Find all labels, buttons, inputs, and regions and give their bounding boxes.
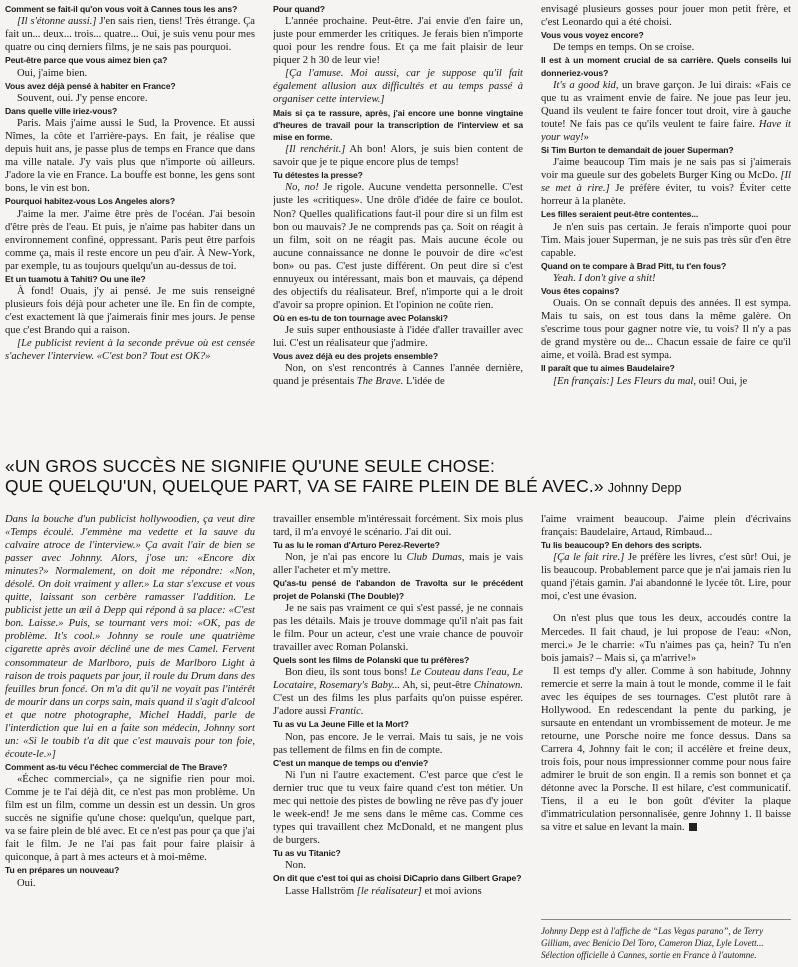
pull-quote-line-2-text: QUE QUELQU'UN, QUELQUE PART, VA SE FAIRE PLEIN DE BLÉ AVEC.» — [5, 476, 604, 496]
answer-paragraph — [5, 117, 255, 195]
interview-question: Il est à un moment crucial de sa carrière. Quels conseils lui donneriez-vous? — [541, 55, 791, 78]
text-run: Lasse Hallström — [285, 885, 357, 897]
answer-paragraph — [273, 143, 523, 169]
interview-question: Vous avez déjà eu des projets ensemble? — [273, 351, 439, 362]
paragraph-text: De temps en temps. On se croise. — [553, 42, 695, 54]
text-run: C'est un des films les plus parfaits qu'on puisse espérer. J'adore aussi — [273, 693, 523, 718]
answer-paragraph — [5, 67, 255, 80]
text-run: Non, je n'ai pas encore lu — [285, 552, 407, 564]
paragraph-text: Souvent, oui. J'y pense encore. — [17, 92, 148, 104]
text-run: J'aime beaucoup Tim mais je ne sais pas si j'aimerais voir ma gueule sur des gobelets Burger King ou McDo. — [541, 157, 791, 182]
italic-text: Have it your way! — [541, 118, 791, 143]
answer-paragraph — [273, 67, 523, 106]
column-1 — [5, 3, 255, 447]
column-2 — [273, 3, 523, 447]
answer-paragraph — [541, 3, 791, 29]
paragraph-text: J'aime la mer. J'aime être près de l'océan. J'ai besoin d'être près de l'eau. Et puis, je n'aime pas habiter dans un environnement confiné, oppressant. Paris peut être parfois comme ça, mais il reste encore un peu d'air. À New-York, par exemple, tu as toujours quelqu'un au-dessus de toi. — [5, 208, 255, 272]
answer-paragraph — [541, 612, 791, 664]
paragraph-text: Oui, j'aime bien. — [17, 67, 88, 79]
text-run: Je préfère les livres, c'est sûr! Oui, je lis beaucoup. Probablement parce que je n'ai jamais rien lu quand j'étais gamin. J'ai abandonné le lycée tôt. Lire, pour moi, c'est une évasion. — [541, 552, 791, 603]
interview-question: Quand on te compare à Brad Pitt, tu t'en fous? — [541, 260, 727, 271]
narrative-paragraph — [5, 513, 255, 761]
interview-question: Comment se fait-il qu'on vous voit à Cannes tous les ans? — [5, 4, 238, 14]
paragraph-text: travailler ensemble m'intéressait forcément. Six mois plus tard, il m'a envoyé le scénario. J'ai dit oui. — [273, 514, 523, 539]
italic-text: Club Dumas, — [406, 552, 465, 564]
interview-question: C'est un manque de temps ou d'envie? — [273, 757, 429, 768]
paragraph-text: «Échec commercial», ça ne signifie rien pour moi. Comme je te l'ai déjà dit, ce n'est pas mon problème. Un film est un film, comme un dessin est un dessin. Un gros succès ne signifie qu'une chose: quelqu'un, quelque part, va se faire plein de blé avec. Et ce n'est pas pour ça que j'ai fait le film. Je ne l'ai pas fait pour faire plaisir à quiconque, à part à mes acteurs et à moi-même. — [5, 774, 255, 864]
paragraph-text: Non. — [285, 860, 306, 872]
answer-paragraph — [541, 272, 791, 285]
interview-question: Tu as lu le roman d'Arturo Perez-Reverte? — [273, 540, 440, 551]
italic-text: [Il s'étonne aussi.] — [17, 16, 97, 28]
paragraph-text: Je ne sais pas vraiment ce qui s'est passé, je ne connais pas les détails. Mais je trouve dommage qu'il n'ait pas fait le film. Pour un acteur, c'est une vraie chance de pouvoir travailler avec Roman Polanski. — [273, 602, 523, 653]
italic-text: [Ça l'amuse. Moi aussi, car je suppose qu'il fait également allusion aux difficultés et au temps passé à organiser cette interview.] — [273, 68, 523, 106]
interview-question: Vous vous voyez encore? — [541, 30, 644, 41]
answer-paragraph — [541, 79, 791, 144]
italic-text: [Le publicist revient à la seconde prévue où est censée s'achever l'interview. «C'est bon? Tout est OK?» — [5, 338, 255, 363]
italic-text: Le Couteau dans l'eau, Le Locataire, Rosemary's Baby... — [273, 667, 523, 692]
answer-paragraph — [273, 551, 523, 577]
italic-text: [Il renchérit.] — [285, 144, 346, 156]
italic-text: [Ça le fait rire.] — [553, 552, 625, 564]
interview-question: Les filles seraient peut-être contentes... — [541, 209, 699, 220]
text-run: Je préfère éviter, tu vois? Éviter cette horreur à la planète. — [541, 183, 791, 208]
column-3 — [541, 3, 791, 447]
answer-paragraph — [541, 297, 791, 362]
text-run: mais je vais aller l'acheter et m'y mettre. — [273, 552, 523, 577]
interview-question: Dans quelle ville iriez-vous? — [5, 105, 118, 116]
interview-question: Où en es-tu de ton tournage avec Polanski? — [273, 312, 448, 323]
interview-question: Vous avez déjà pensé à habiter en France? — [5, 80, 176, 91]
interview-question: Tu as vu La Jeune Fille et la Mort? — [273, 719, 409, 730]
pull-quote-author: Johnny Depp — [607, 481, 682, 495]
answer-paragraph — [273, 362, 523, 388]
italic-text: It's a good kid, — [553, 79, 619, 91]
answer-paragraph — [541, 513, 791, 539]
text-run: Non, on s'est rencontrés à Cannes l'année dernière, quand je présentais — [273, 363, 523, 388]
interview-question: Et un tuamotu à Tahiti? Ou une île? — [5, 273, 146, 284]
interview-question: Pour quand? — [273, 4, 325, 14]
text-run: L'idée de — [403, 376, 445, 388]
interview-question: Quels sont les films de Polanski que tu préfères? — [273, 654, 470, 665]
answer-paragraph — [273, 666, 523, 718]
answer-paragraph — [273, 602, 523, 654]
text-run: » — [583, 131, 589, 143]
interview-question: On dit que c'est toi qui as choisi DiCaprio dans Gilbert Grape? — [273, 873, 522, 884]
italic-text: Yeah. I don't give a shit! — [553, 272, 656, 284]
column-4 — [5, 513, 255, 965]
interview-question: Qu'as-tu pensé de l'abandon de Travolta sur le précédent projet de Polanski (The Double)? — [273, 578, 523, 601]
interview-question: Il paraît que tu aimes Baudelaire? — [541, 363, 675, 374]
paragraph-text: envisagé plusieurs gosses pour jouer mon petit frère, et c'est Leonardo qui a été choisi. — [541, 4, 791, 29]
answer-paragraph — [273, 769, 523, 847]
interview-question: Tu en prépares un nouveau? — [5, 865, 120, 876]
italic-text: [Il se met à rire.] — [541, 170, 791, 195]
text-run: Ah, si, peut-être — [400, 680, 474, 692]
interview-question: Tu as vu Titanic? — [273, 848, 341, 859]
paragraph-text: Paris. Mais j'aime aussi le Sud, la Provence. Et aussi Nîmes, la côte et l'arrière-pays. En fait, je réalise que depuis huit ans, je passe plus de temps en France que dans ma ville natale. J'y vais plus que n'importe où ailleurs. J'adore la vie en France. La bouffe est bonne, les gens sont bons, le vin est bon. — [5, 118, 255, 195]
answer-paragraph — [541, 41, 791, 54]
interview-question: Peut-être parce que vous aimez bien ça? — [5, 55, 168, 66]
interview-question: Si Tim Burton te demandait de jouer Superman? — [541, 144, 734, 155]
answer-paragraph — [5, 208, 255, 273]
text-run: oui! Oui, je — [696, 375, 748, 387]
answer-paragraph — [5, 92, 255, 105]
paragraph-text: l'aime vraiment beaucoup. J'aime plein d'écrivains français: Baudelaire, Artaud, Rimbaud... — [541, 514, 791, 539]
paragraph-text: Ni l'un ni l'autre exactement. C'est parce que c'est le dernier truc que tu veux faire quand c'est ton métier. Un mec qui nettoie des pistes de bowling ne rêve pas d'y jouer le week-end! Je me sens dans le même cas. Comme ces types qui travaillent chez McDonald, et ne mangent plus de burgers. — [273, 769, 523, 847]
answer-paragraph — [541, 221, 791, 260]
italic-text: The Brave. — [356, 376, 404, 388]
answer-paragraph — [273, 885, 523, 898]
text-run: Ah bon! Alors, je suis bien content de savoir que je te pique encore plus de temps! — [273, 144, 523, 169]
interview-question: Tu détestes la presse? — [273, 170, 363, 181]
text-run: et moi avions — [421, 885, 482, 897]
column-5 — [273, 513, 523, 965]
italic-text: No, no! — [285, 182, 319, 194]
paragraph-text: Oui. — [17, 877, 36, 889]
answer-paragraph — [541, 665, 791, 835]
text-run: J'en sais rien, tiens! Très étrange. Ça fait un... deux... trois... quatre... Oui, je suis venu pour mes quatre ou cinq derniers films, je ne sais pas pourquoi. — [5, 16, 255, 54]
answer-paragraph — [541, 156, 791, 208]
answer-paragraph — [273, 15, 523, 67]
answer-paragraph — [273, 324, 523, 350]
paragraph-text: Je suis super enthousiaste à l'idée d'aller travailler avec lui. C'est un réalisateur que j'admire. — [273, 325, 523, 350]
paragraph-text: L'année prochaine. Peut-être. J'ai envie d'en faire un, juste pour emmerder les critiques. Je ferais bien n'importe quoi pour les rendre fous. Et ça me fait plaisir de leur piquer 2 h 30 de leur vie! — [273, 16, 523, 67]
photo-caption: Johnny Depp est à l'affiche de “Las Vegas parano”, de Terry Gilliam, avec Benicio Del Toro, Cameron Diaz, Lyle Lovett... Sélection officielle à Cannes, sortie en France à l'automne. — [541, 919, 791, 961]
answer-paragraph — [541, 551, 791, 603]
answer-paragraph — [5, 285, 255, 337]
answer-paragraph — [5, 337, 255, 363]
paragraph-text: Je n'en suis pas certain. Je ferais n'importe quoi pour Tim. Mais jouer Superman, je ne suis pas très sûr d'en être capable. — [541, 221, 791, 259]
end-of-article-mark — [689, 823, 697, 831]
text-run: un brave garçon. Je lui dirais: «Fais ce que tu as vraiment envie de faire. Ne joue pas leur jeu. Quand ils veulent te faire foncer tout droit, vire à gauche toute! Ne fais pas ce qu'ils veulent te faire faire. — [541, 79, 791, 130]
italic-text: Chinatown. — [473, 680, 523, 692]
paragraph-text: Non, pas encore. Je le verrai. Mais tu sais, je ne vois pas tellement de films en fin de compte. — [273, 731, 523, 756]
paragraph-text: Ouais. On se connaît depuis des années. Il est sympa. Mais tu sais, on est tous dans la même galère. On s'escrime tous pour gagner notre vie, tu vois? Il n'y a pas de grand mystère ou de... Chacun essaie de faire ce qu'il aime, et voilà. Brad est sympa. — [541, 298, 791, 362]
answer-paragraph — [5, 877, 255, 890]
interview-question: Mais si ça te rassure, après, j'ai encore une bonne vingtaine d'heures de travail pour la transcription de l'interview et sa mise en forme. — [273, 107, 523, 142]
answer-paragraph — [273, 859, 523, 872]
answer-paragraph — [273, 731, 523, 757]
interview-question: Pourquoi habitez-vous Los Angeles alors? — [5, 196, 175, 207]
italic-text: Frantic. — [329, 706, 364, 718]
italic-text: [le réalisateur] — [356, 885, 422, 897]
paragraph-text: Il est temps d'y aller. Comme à son habitude, Johnny remercie et serre la main à tout le monde, comme il le fait avec les équipes de ses tournages. C'est plutôt rare à Hollywood. En redescendant la pente du parking, je sursaute en entendant un vrombissement de moteur. Je me retourne, une Porsche noire me fonce dessus. Dans sa Carrera 4, Johnny fait le con; il accélère et freine deux, trois fois, pour nous impressionner comme pour nous faire admirer le bruit de son engin. Il a remis son bonnet et ça détonne avec la Porsche. Il est hilare, c'est communicatif. Tiens, il a eu le bon goût d'éviter la plaque d'immatriculation personnalisée, genre Johnny 1. Il baisse sa vitre et salue en levant la main. — [541, 665, 791, 834]
answer-paragraph — [541, 375, 791, 388]
pull-quote — [5, 456, 793, 498]
paragraph-text: À fond! Ouais, j'y ai pensé. Je me suis renseigné plusieurs fois déjà pour acheter une île. En fin de compte, c'est exactement là que j'aimerais finir mes jours. Je pense que c'est Brando qui a raison. — [5, 285, 255, 337]
answer-paragraph — [5, 15, 255, 54]
italic-text: [En français:] Les Fleurs du mal, — [553, 375, 697, 387]
pull-quote-line-2 — [5, 476, 793, 498]
paragraph-text: On n'est plus que tous les deux, accoudés contre la Mercedes. Il fait chaud, je lui propose de l'eau: «Non, merci.» Je le charrie: «Tu n'aimes pas ça, hein? Tu n'en bois jamais? – Mais si, ça m'arrive!» — [541, 613, 791, 664]
paragraph-text: Dans la bouche d'un publicist hollywoodien, ça veut dire «Temps écoulé. J'emmène ma vedette et la sauve du calvaire atroce de l'interview.» Ça avait l'air de bien se passer avec Johnny. Alors, j'ose un: «Encore dix minutes?» Normalement, on doit me répondre: «Non, désolé. On doit vraiment y aller.» La star s'excuse et vous quitte, laissant son cerbère ramasser l'addition. Le publicist jette un œil à Depp qui répond à sa place: «C'est bon. Laisse.» Puis, se tournant vers moi: «OK, pas de problème. It's cool.» Johnny se roule une quatrième cigarette après avoir décliné une de mes Camel. Fervent consommateur de Marlboro, puis de Marlboro Light à raison de trois paquets par jour, il roule du Drum dans des feuilles brun foncé. On m'a dit qu'il ne voyait pas l'intérêt de mourir dans un corps sain, mais quand il s'agit d'alcool et que notre photographe, Michel Haddi, parle de l'interdiction que lui en a faite son médecin, Johnny sort un: «Si le toubib t'a dit que c'est mauvais pour ton foie, écoute-le.»] — [5, 514, 255, 760]
interview-question: Vous êtes copains? — [541, 285, 620, 296]
column-6 — [541, 513, 791, 965]
answer-paragraph — [5, 773, 255, 864]
answer-paragraph — [273, 513, 523, 539]
pull-quote-line-1: «UN GROS SUCCÈS NE SIGNIFIE QU'UNE SEULE CHOSE: — [5, 456, 496, 476]
text-run: Bon dieu, ils sont tous bons! — [285, 667, 411, 679]
text-run: Je rigole. Aucune vendetta personnelle. C'est juste les «critiques». Une drôle d'idée de faire ce boulot. Non? Quelles qualifications faut-il pour dire si un film est bon ou mauvais? Je ne comprends pas ça. Soit on réagit à un film, soit on ne réagit pas. Mais aucune école ou aucune connaissance ne donne le pouvoir de dire «c'est bon» ou pas. C'est juste différent. On peut dire si c'est ennuyeux ou intéressant, mais bon et mauvais, ça dépend des objectifs du réalisateur. Bref, n'importe qui a le droit d'avoir sa propre opinion. Et l'opinion ne coûte rien. — [273, 182, 523, 311]
interview-question: Comment as-tu vécu l'échec commercial de The Brave? — [5, 761, 228, 772]
answer-paragraph — [273, 181, 523, 311]
interview-question: Tu lis beaucoup? En dehors des scripts. — [541, 540, 702, 551]
